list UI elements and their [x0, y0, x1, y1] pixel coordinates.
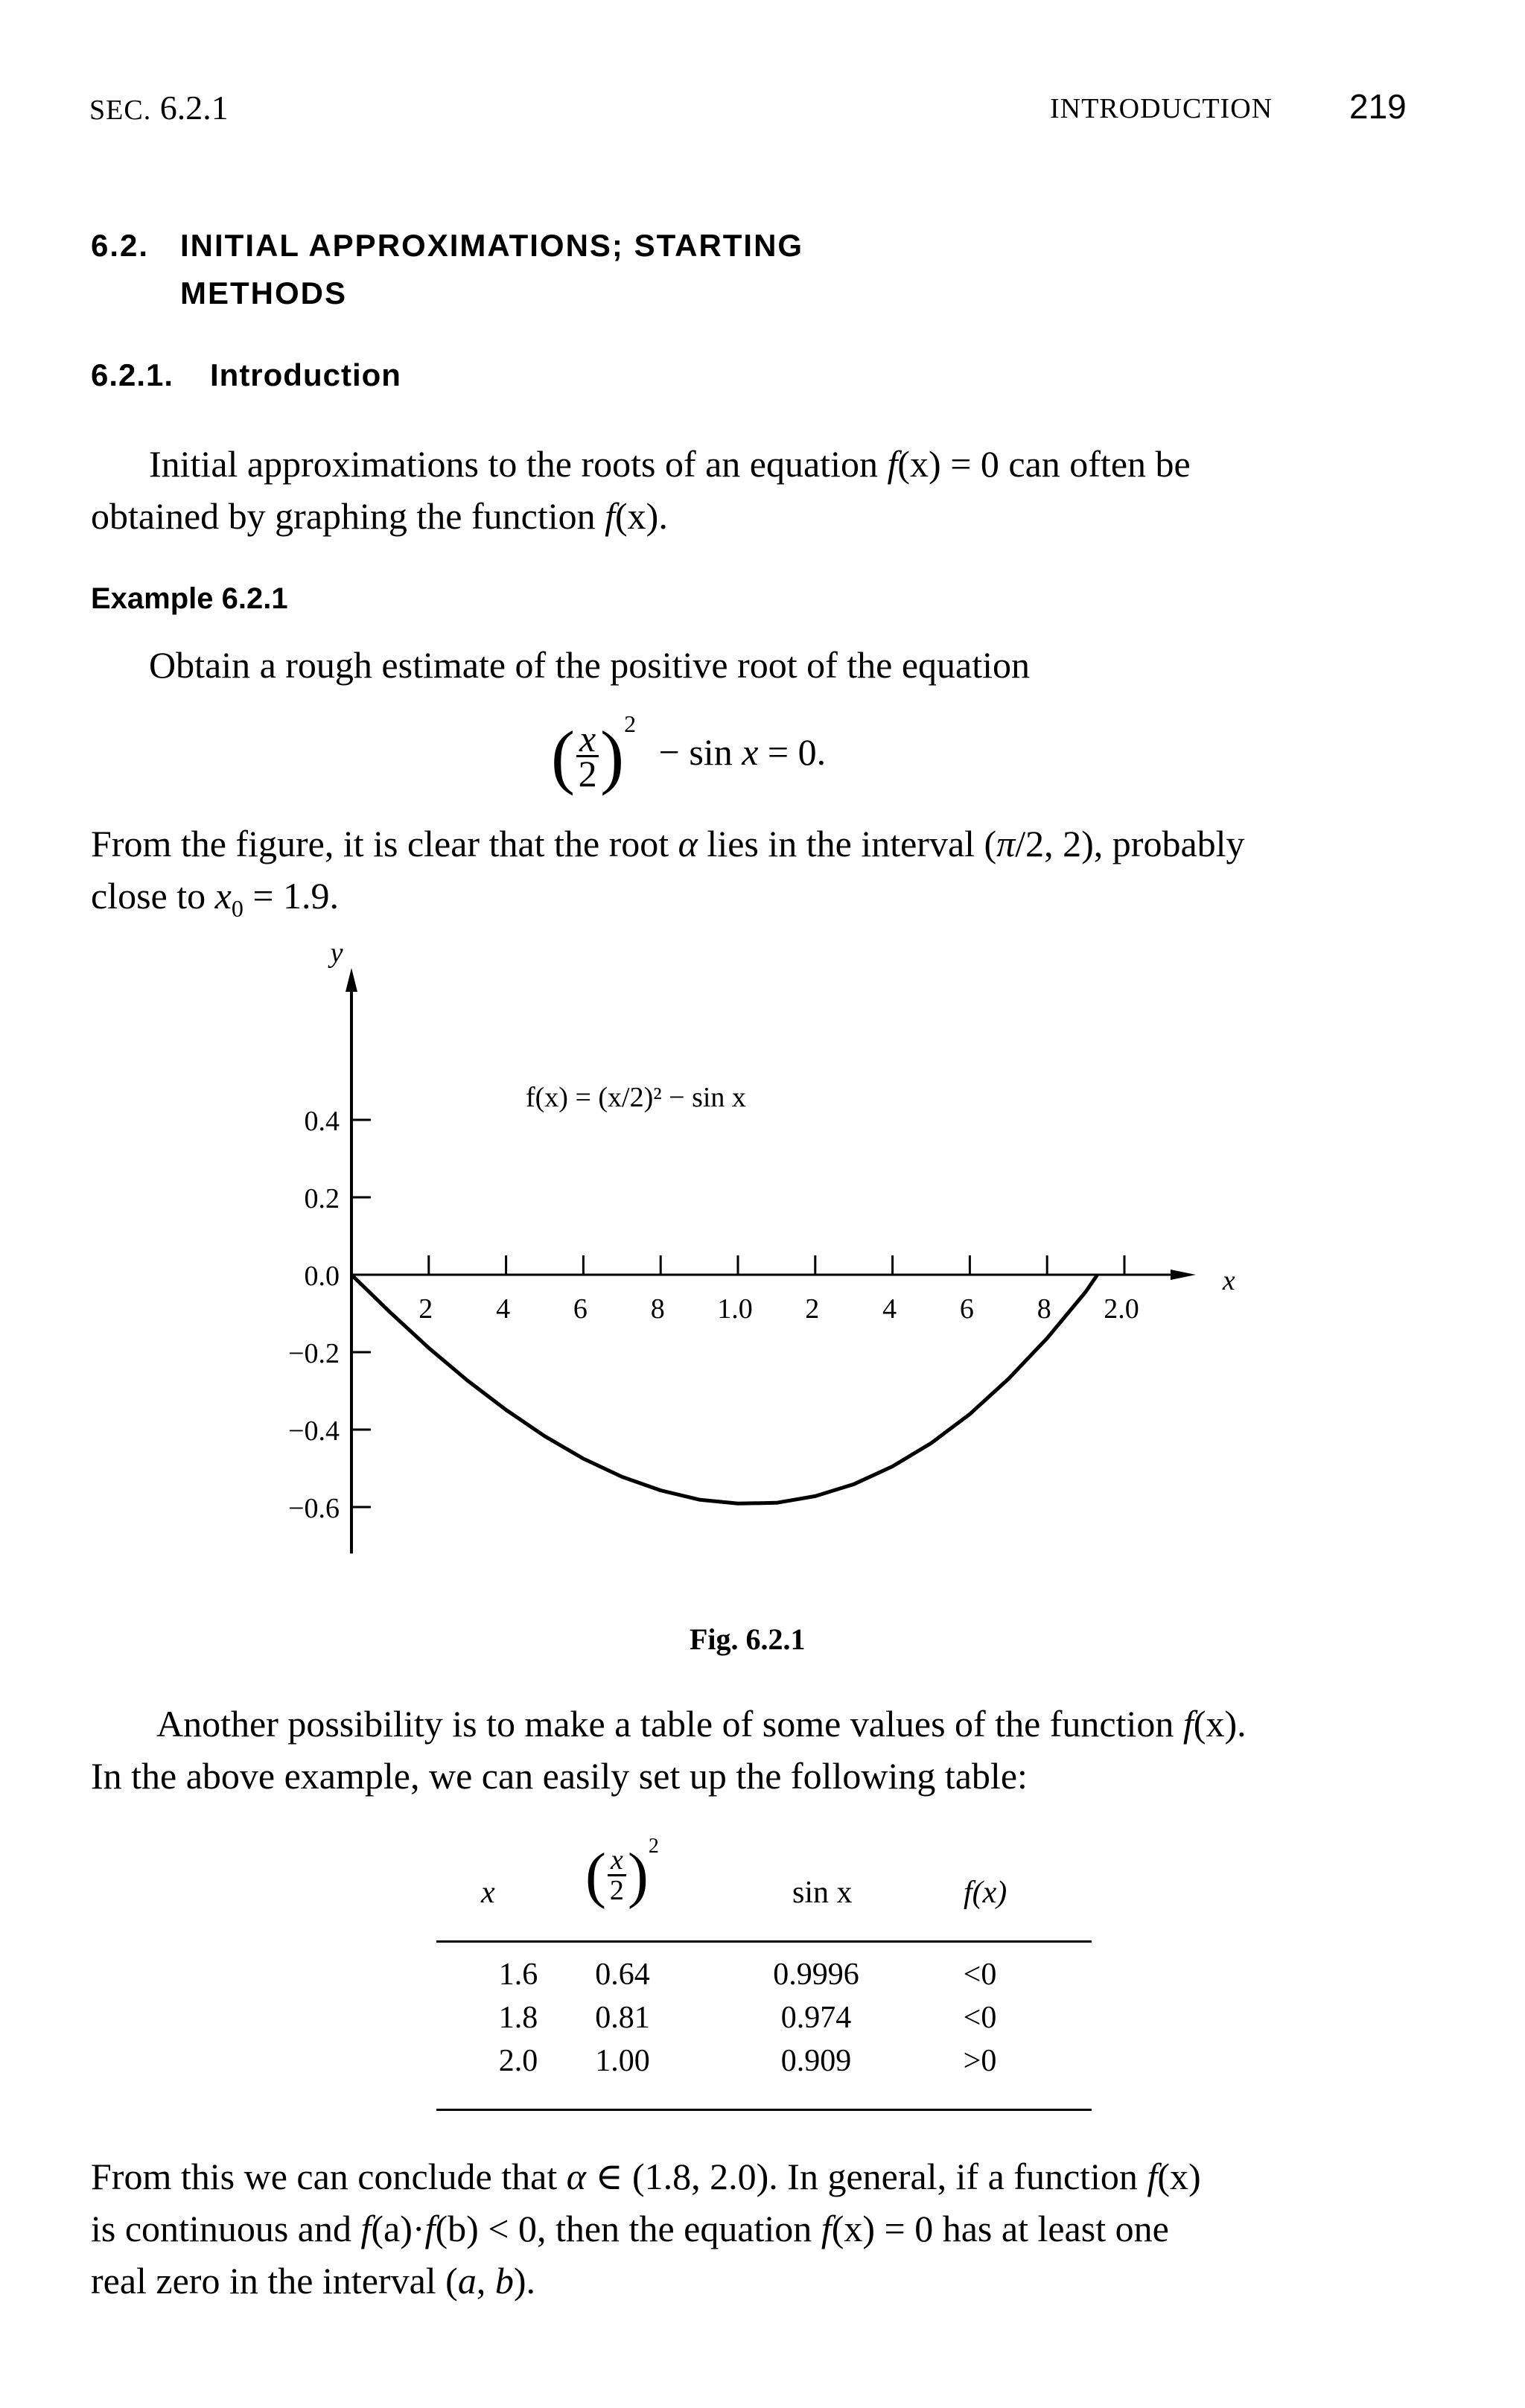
example-statement: Obtain a rough estimate of the positive root of the equation: [149, 644, 1031, 686]
x-tick-label: 4: [496, 1293, 511, 1325]
intro-x-2: (x): [615, 495, 659, 537]
running-header-section: [89, 88, 229, 127]
conclusion-f1: f: [1147, 2156, 1158, 2197]
figure-text-2: lies in the interval (: [697, 823, 997, 864]
x-tick-label: 6: [573, 1293, 588, 1325]
x-axis-label: x: [1222, 1265, 1235, 1296]
figure-text-3: /2, 2), probably: [1015, 823, 1245, 864]
x-tick-label: 8: [650, 1293, 665, 1325]
table-header-x-over-2-squared: [585, 1835, 659, 1911]
conclusion-text-1: From this we can conclude that: [91, 2156, 567, 2197]
header-right-paren: ): [627, 1841, 649, 1910]
x-tick-label: 2: [418, 1293, 433, 1325]
header-left-paren: (: [585, 1841, 606, 1910]
conclusion-text-4: < 0, then the equation: [478, 2208, 821, 2249]
x-tick-label: 8: [1037, 1293, 1051, 1325]
y-axis-arrow: [346, 968, 357, 992]
figure-text-1: From the figure, it is clear that the root: [91, 823, 678, 864]
x-tick-label: 1.0: [717, 1293, 753, 1325]
equation-denominator: 2: [578, 753, 597, 794]
section-heading-number: 6.2.: [91, 228, 150, 263]
figure-text-4: close to: [91, 875, 215, 917]
table-header-sinx: sin x: [792, 1876, 853, 1910]
conclusion-dot: ·: [412, 2208, 425, 2249]
conclusion-paragraph: [91, 2150, 1424, 2307]
x-tick-label: 2: [805, 1293, 820, 1325]
figure-paragraph: [91, 818, 1424, 934]
table-cell-r3-c4: >0: [963, 2044, 997, 2078]
conclusion-f2: f: [821, 2208, 832, 2249]
conclusion-comma: ,: [476, 2260, 495, 2302]
conclusion-b1: (b): [435, 2208, 479, 2249]
subsection-heading: [91, 357, 401, 393]
table-cell-r2-c2: 0.81: [595, 2001, 650, 2035]
y-tick-label: −0.6: [288, 1493, 340, 1524]
equation-end: = 0.: [758, 730, 827, 773]
y-tick-label: 0.2: [304, 1183, 340, 1214]
curve-label: f(x) = (x/2)² − sin x: [526, 1082, 746, 1113]
conclusion-fa: f: [360, 2208, 372, 2249]
y-tick-label: 0.0: [304, 1261, 340, 1292]
equation-left-paren: (: [551, 716, 575, 796]
y-tick-label: −0.4: [288, 1415, 340, 1447]
conclusion-text-6: real zero in the interval (: [91, 2260, 458, 2302]
table-cell-r2-c4: <0: [963, 2001, 997, 2035]
table-text-3: In the above example, we can easily set up the following table:: [91, 1755, 1028, 1797]
table-cell-r3-c2: 1.00: [595, 2044, 650, 2078]
section-heading: [91, 222, 803, 317]
conclusion-b2: b: [494, 2260, 514, 2302]
intro-x: (x): [897, 443, 941, 485]
x0-symbol: x: [214, 875, 232, 917]
intro-f-2: f: [605, 495, 616, 537]
intro-end: .: [658, 495, 668, 537]
conclusion-a1: (a): [371, 2208, 413, 2249]
running-header-title: INTRODUCTION: [1050, 93, 1273, 124]
x0-subscript: 0: [231, 895, 243, 922]
equation-right-paren: ): [600, 716, 625, 796]
y-axis-label: y: [330, 946, 343, 969]
table-cell-r2-c3: 0.974: [780, 2001, 852, 2035]
example-text: [91, 639, 1424, 691]
table-f: f: [1182, 1703, 1194, 1745]
page-number: 219: [1349, 87, 1407, 126]
intro-f: f: [887, 443, 898, 485]
table-cell-r2-c1: 1.8: [498, 2001, 538, 2035]
conclusion-text-3: is continuous and: [91, 2208, 361, 2249]
table-text-1: Another possibility is to make a table of some values of the function: [156, 1703, 1183, 1745]
x-tick-label: 6: [959, 1293, 974, 1325]
example-label: Example 6.2.1: [91, 582, 288, 615]
figure-text-5: = 1.9.: [243, 875, 340, 917]
section-number: 6.2.1: [159, 89, 229, 127]
table-cell-r1-c3: 0.9996: [773, 1958, 859, 1992]
subsection-number: 6.2.1.: [91, 357, 174, 392]
equation-x: x: [742, 730, 759, 773]
conclusion-x2: (x): [831, 2208, 876, 2249]
table-cell-r3-c1: 2.0: [498, 2044, 538, 2078]
table-header-fx: f(x): [964, 1876, 1007, 1910]
equation-fraction: [576, 718, 599, 794]
conclusion-fb: f: [424, 2208, 436, 2249]
x-tick-label: 2.0: [1104, 1293, 1139, 1325]
y-tick-label: 0.4: [304, 1106, 340, 1137]
pi-symbol: π: [996, 823, 1016, 864]
table-cell-r1-c2: 0.64: [595, 1958, 650, 1992]
equation-exponent: 2: [624, 710, 637, 737]
header-denominator: 2: [609, 1875, 624, 1906]
conclusion-text-2: ∈ (1.8, 2.0). In general, if a function: [585, 2156, 1147, 2197]
table-cell-r3-c3: 0.909: [780, 2044, 852, 2078]
y-tick-label: −0.2: [288, 1338, 340, 1369]
function-plot: [246, 946, 1288, 1586]
alpha-symbol: α: [678, 823, 698, 864]
conclusion-a2: a: [457, 2260, 477, 2302]
chart-root: [288, 946, 1235, 1553]
intro-paragraph: [91, 438, 1424, 542]
conclusion-text-5: = 0 has at least one: [875, 2208, 1169, 2249]
header-numerator: x: [608, 1846, 626, 1876]
x-axis-arrow: [1171, 1270, 1196, 1280]
intro-text-1: Initial approximations to the roots of an equation: [149, 443, 888, 485]
figure-caption: Fig. 6.2.1: [690, 1622, 806, 1656]
conclusion-alpha: α: [566, 2156, 586, 2197]
intro-eq0: = 0 can often be: [940, 443, 1191, 485]
table-cell-r1-c4: <0: [963, 1958, 997, 1992]
table-bottom-rule: [436, 2109, 1092, 2111]
intro-text-2: obtained by graphing the function: [91, 495, 605, 537]
header-fraction: [608, 1846, 626, 1905]
table-top-rule: [436, 1940, 1092, 1943]
section-heading-title-line1: INITIAL APPROXIMATIONS; STARTING: [180, 228, 804, 263]
table-text-2: (x).: [1193, 1703, 1247, 1745]
table-paragraph: [91, 1698, 1424, 1802]
x-tick-label: 4: [882, 1293, 897, 1325]
example-equation: [551, 710, 827, 797]
section-prefix: SEC.: [89, 95, 152, 126]
table-cell-r1-c1: 1.6: [498, 1958, 538, 1992]
subsection-title: Introduction: [210, 357, 401, 392]
conclusion-text-7: ).: [513, 2260, 535, 2302]
equation-numerator: x: [576, 722, 599, 757]
header-exponent: 2: [648, 1835, 659, 1858]
conclusion-x1: (x): [1157, 2156, 1201, 2197]
equation-sin: − sin: [658, 730, 742, 773]
table-header-x: x: [481, 1876, 495, 1910]
section-heading-title-line2: METHODS: [180, 275, 347, 310]
